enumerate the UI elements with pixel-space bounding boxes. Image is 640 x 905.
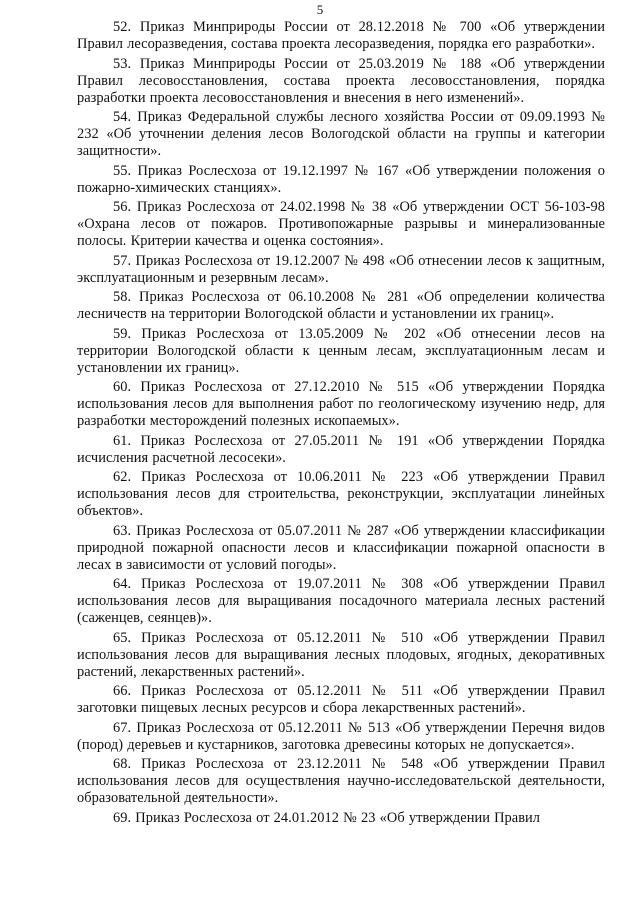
document-body — [77, 19, 605, 827]
list-item: 53. Приказ Минприроды России от 25.03.2019 № 188 «Об утверждении Правил лесовосстановления, состава проекта лесовосстановления, порядка разработки проекта лесовосстановления и внесения в него изменений». — [77, 55, 605, 106]
list-item: 65. Приказ Рослесхоза от 05.12.2011 № 510 «Об утверждении Правил использования лесов для выращивания лесных плодовых, ягодных, декоративных растений, лекарственных растений». — [77, 629, 605, 680]
list-item: 58. Приказ Рослесхоза от 06.10.2008 № 281 «Об определении количества лесничеств на территории Вологодской области и установлении их границ». — [77, 289, 605, 322]
list-item: 57. Приказ Рослесхоза от 19.12.2007 № 498 «Об отнесении лесов к защитным, эксплуатационным и резервным лесам». — [77, 252, 605, 286]
list-item: 55. Приказ Рослесхоза от 19.12.1997 № 167 «Об утверждении положения о пожарно-химических станциях». — [77, 162, 605, 196]
list-item: 61. Приказ Рослесхоза от 27.05.2011 № 191 «Об утверждении Порядка исчисления расчетной лесосеки». — [77, 432, 605, 466]
page-number: 5 — [316, 2, 324, 17]
list-item: 68. Приказ Рослесхоза от 23.12.2011 № 548 «Об утверждении Правил использования лесов для осуществления научно-исследовательской деятельности, образовательной деятельности». — [77, 756, 605, 806]
list-item: 64. Приказ Рослесхоза от 19.07.2011 № 308 «Об утверждении Правил использования лесов для выращивания посадочного материала лесных растений (саженцев, сеянцев)». — [77, 576, 605, 626]
list-item: 56. Приказ Рослесхоза от 24.02.1998 № 38 «Об утверждении ОСТ 56-103-98 «Охрана лесов от пожаров. Противопожарные разрывы и минерализованные полосы. Критерии качества и оценка состояния». — [77, 199, 605, 249]
list-item: 59. Приказ Рослесхоза от 13.05.2009 № 202 «Об отнесении лесов на территории Вологодской области к ценным лесам, эксплуатационным лесам и установлении их границ». — [77, 325, 605, 376]
list-item: 62. Приказ Рослесхоза от 10.06.2011 № 223 «Об утверждении Правил использования лесов для строительства, реконструкции, эксплуатации линейных объектов». — [77, 469, 605, 519]
list-item: 66. Приказ Рослесхоза от 05.12.2011 № 511 «Об утверждении Правил заготовки пищевых лесных ресурсов и сбора лекарственных растений». — [77, 683, 605, 716]
list-item: 67. Приказ Рослесхоза от 05.12.2011 № 513 «Об утверждении Перечня видов (пород) деревьев и кустарников, заготовка древесины которых не допускается». — [77, 719, 605, 753]
list-item: 60. Приказ Рослесхоза от 27.12.2010 № 515 «Об утверждении Порядка использования лесов для выполнения работ по геологическому изучению недр, для разработки месторождений полезных ископаемых». — [77, 379, 605, 429]
list-item: 52. Приказ Минприроды России от 28.12.2018 № 700 «Об утверждении Правил лесоразведения, состава проекта лесоразведения, порядка его разработки». — [77, 19, 605, 52]
list-item: 63. Приказ Рослесхоза от 05.07.2011 № 287 «Об утверждении классификации природной пожарной опасности лесов и классификации пожарной опасности в лесах в зависимости от условий погоды». — [77, 522, 605, 573]
list-item: 54. Приказ Федеральной службы лесного хозяйства России от 09.09.1993 № 232 «Об уточнении деления лесов Вологодской области на группы и категории защитности». — [77, 109, 605, 159]
list-item: 69. Приказ Рослесхоза от 24.01.2012 № 23 «Об утверждении Правил — [113, 809, 541, 826]
